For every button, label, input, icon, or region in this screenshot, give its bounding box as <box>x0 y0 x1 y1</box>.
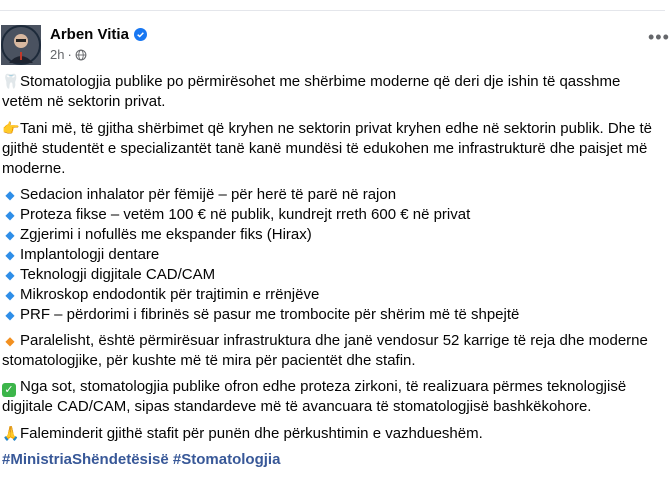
more-options-icon[interactable]: ••• <box>648 27 670 47</box>
post-time[interactable]: 2h <box>50 47 65 62</box>
praying-hands-icon: 🙏 <box>2 425 20 441</box>
post-header <box>0 18 670 68</box>
list-item: ◆ Teknologji digjitale CAD/CAM <box>2 265 662 285</box>
hashtags <box>2 450 662 470</box>
meta-separator: · <box>67 47 72 62</box>
post-content <box>2 71 662 476</box>
blue-diamond-icon: ◆ <box>5 268 15 282</box>
blue-diamond-icon: ◆ <box>5 248 15 262</box>
paragraph-intro: 🦷Stomatologjia publike po përmirësohet me shërbime moderne që deri dje ishin të qasshme vetëm në sektorin privat. <box>2 73 621 110</box>
list-item: ◆ PRF – përdorimi i fibrinës së pasur me trombocite për shërim më të shpejtë <box>2 305 662 325</box>
top-divider <box>0 10 665 11</box>
pointing-hand-icon: 👉 <box>2 120 20 136</box>
blue-diamond-icon: ◆ <box>5 188 15 202</box>
hashtag-stomatologjia[interactable]: #Stomatologjia <box>172 451 281 468</box>
paragraph-infrastructure: ◆ Paralelisht, është përmirësuar infrastruktura dhe janë vendosur 52 karrige të reja dhe moderne stomatologjike, për kushte më të mira për pacientët dhe stafin. <box>2 332 648 369</box>
verified-badge-icon <box>134 28 147 41</box>
avatar[interactable] <box>1 25 41 65</box>
post-meta <box>50 47 87 62</box>
globe-icon[interactable] <box>75 49 87 61</box>
list-item: ◆ Proteza fikse – vetëm 100 € në publik, kundrejt rreth 600 € në privat <box>2 205 662 225</box>
blue-diamond-icon: ◆ <box>5 228 15 242</box>
hashtag-ministria[interactable]: #MinistriaShëndetësisë <box>2 451 169 468</box>
blue-diamond-icon: ◆ <box>5 208 15 222</box>
list-item: ◆ Implantologji dentare <box>2 245 662 265</box>
list-item: ◆ Sedacion inhalator për fëmijë – për herë të parë në rajon <box>2 185 662 205</box>
paragraph-services-intro: 👉Tani më, të gjitha shërbimet që kryhen ne sektorin privat kryhen edhe në sektorin publik. Dhe të gjithë studentët e specializantët tanë kanë mundësi të edukohen me infrastrukturë dhe paisjet më moderne. <box>2 120 653 177</box>
list-item: ◆ Zgjerimi i nofullës me ekspander fiks (Hirax) <box>2 225 662 245</box>
list-item: ◆ Mikroskop endodontik për trajtimin e rrënjëve <box>2 285 662 305</box>
author-name[interactable]: Arben Vitia <box>50 26 147 43</box>
paragraph-zirconia: ✓ Nga sot, stomatologjia publike ofron edhe proteza zirkoni, të realizuara përmes teknologjisë digjitale CAD/CAM, sipas standardeve më të avancuara të stomatologjisë bashkëkohore. <box>2 378 627 415</box>
orange-diamond-icon: ◆ <box>5 334 15 348</box>
paragraph-thanks: 🙏Faleminderit gjithë stafit për punën dhe përkushtimin e vazhdueshëm. <box>2 425 483 442</box>
blue-diamond-icon: ◆ <box>5 288 15 302</box>
blue-diamond-icon: ◆ <box>5 308 15 322</box>
services-list <box>2 185 662 325</box>
tooth-icon: 🦷 <box>2 73 20 89</box>
check-mark-icon: ✓ <box>2 383 16 397</box>
